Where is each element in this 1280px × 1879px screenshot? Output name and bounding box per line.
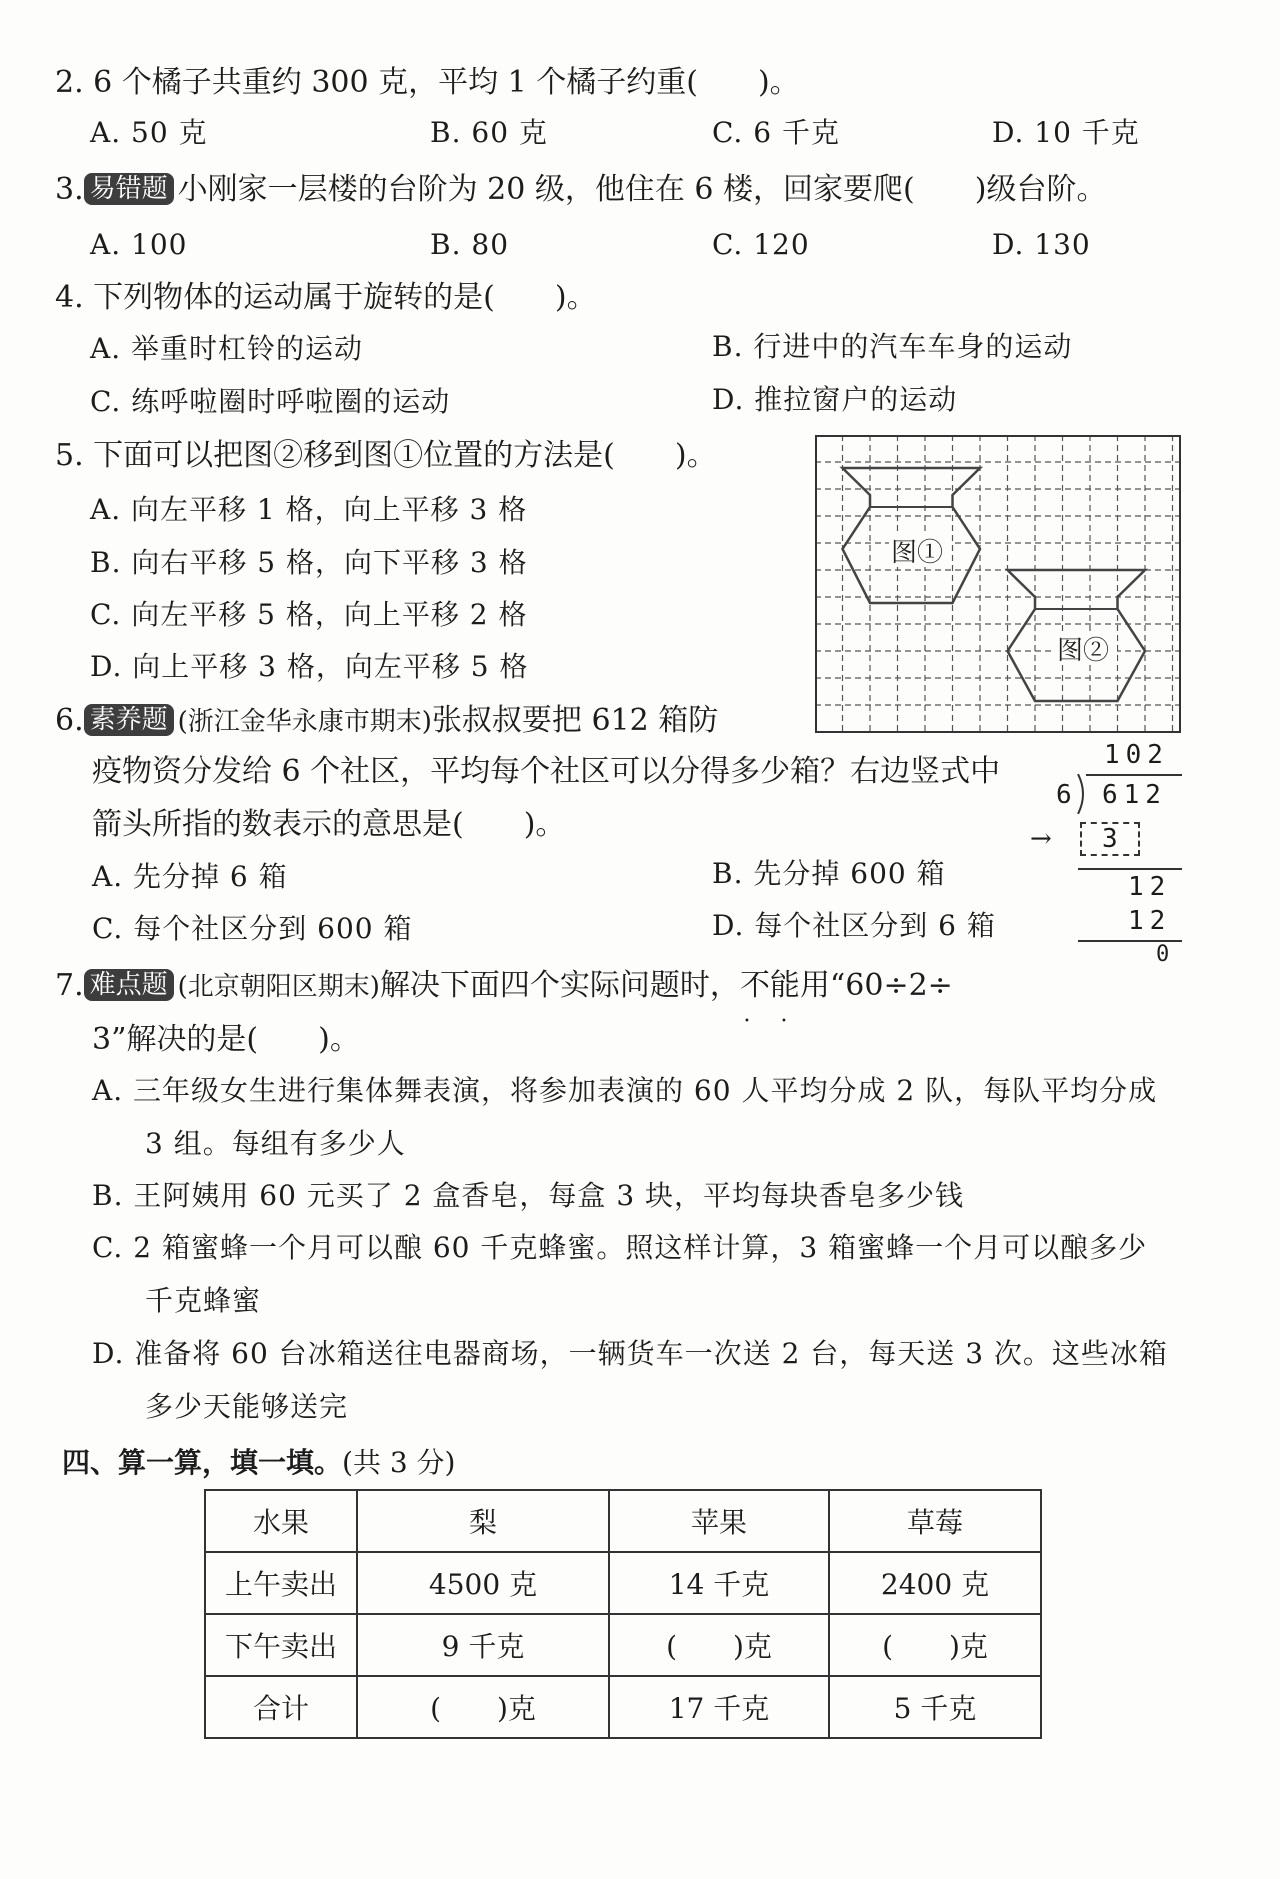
q4-option-c: C. 练呼啦圈时呼啦圈的运动: [90, 385, 451, 418]
table-cell: ( )克: [829, 1614, 1041, 1676]
table-cell: ( )克: [357, 1676, 609, 1738]
q4-option-d: D. 推拉窗户的运动: [712, 383, 958, 416]
q7-number: 7.: [55, 968, 84, 1003]
q6-stem-line1: [55, 701, 718, 742]
q7-option-b: B. 王阿姨用 60 元买了 2 盒香皂，每盒 3 块，平均每块香皂多少钱: [92, 1179, 965, 1212]
table-cell: 4500 克: [357, 1552, 609, 1614]
q7-option-d-line2: 多少天能够送完: [145, 1390, 349, 1423]
q7-source: (北京朝阳区期末): [177, 972, 380, 1002]
q3-stem: [55, 170, 1106, 210]
table-cell: 苹果: [609, 1490, 829, 1552]
q5-option-a: A. 向左平移 1 格，向上平移 3 格: [90, 493, 528, 526]
q7-option-a-line2: 3 组。每组有多少人: [145, 1127, 406, 1160]
q6-option-a: A. 先分掉 6 箱: [92, 860, 288, 893]
q4-stem: 4. 下列物体的运动属于旋转的是( )。: [55, 280, 597, 315]
table-cell: 水果: [205, 1490, 357, 1552]
table-cell: 2400 克: [829, 1552, 1041, 1614]
q5-option-b: B. 向右平移 5 格，向下平移 3 格: [90, 546, 528, 579]
table-cell: 5 千克: [829, 1676, 1041, 1738]
q2-option-a: A. 50 克: [90, 116, 208, 149]
division-quotient: 102: [1104, 740, 1169, 770]
q3-option-a: A. 100: [90, 228, 188, 261]
table-cell: ( )克: [609, 1614, 829, 1676]
table-row: [205, 1490, 1041, 1552]
table-cell: 下午卖出: [205, 1614, 357, 1676]
q2-option-c: C. 6 千克: [712, 116, 840, 149]
q7-option-c-line2: 千克蜂蜜: [145, 1284, 262, 1317]
division-remainder: 0: [1156, 942, 1176, 967]
q3-number: 3.: [55, 172, 84, 207]
q6-option-b: B. 先分掉 600 箱: [712, 857, 946, 890]
q5-option-d: D. 向上平移 3 格，向左平移 5 格: [90, 650, 529, 683]
q5-option-c: C. 向左平移 5 格，向上平移 2 格: [90, 598, 528, 631]
q7-tag-badge: 难点题: [84, 969, 174, 1001]
q3-option-d: D. 130: [992, 228, 1091, 261]
table-cell: 14 千克: [609, 1552, 829, 1614]
q4-option-a: A. 举重时杠铃的运动: [90, 332, 364, 365]
q7-option-c-line1: C. 2 箱蜜蜂一个月可以酿 60 千克蜂蜜。照这样计算，3 箱蜜蜂一个月可以酿多少: [92, 1231, 1148, 1264]
q2-option-b: B. 60 克: [430, 116, 548, 149]
division-line-1: 12: [1128, 872, 1172, 902]
q7-option-d-line1: D. 准备将 60 台冰箱送往电器商场，一辆货车一次送 2 台，每天送 3 次。这些冰箱: [92, 1337, 1168, 1370]
long-division-figure: [1030, 740, 1180, 970]
q7-emphasis-not: 不能 • •: [740, 968, 800, 1003]
q3-option-c: C. 120: [712, 228, 810, 261]
table-cell: 合计: [205, 1676, 357, 1738]
q3-text: 小刚家一层楼的台阶为 20 级，他住在 6 楼，回家要爬( )级台阶。: [177, 172, 1107, 207]
section-4-title: 四、算一算，填一填。: [62, 1446, 343, 1479]
q3-tag-badge: 易错题: [84, 173, 174, 205]
table-row: [205, 1614, 1041, 1676]
table-cell: 草莓: [829, 1490, 1041, 1552]
table-cell: 梨: [357, 1490, 609, 1552]
table-row: [205, 1676, 1041, 1738]
q6-tag-badge: 素养题: [84, 704, 174, 736]
q6-stem-line3: 箭头所指的数表示的意思是( )。: [92, 807, 566, 842]
division-boxed-digit: 3: [1080, 822, 1140, 856]
q2-option-d: D. 10 千克: [992, 116, 1140, 149]
figure-2-label: 图②: [1057, 636, 1110, 666]
fruit-sales-table: [204, 1489, 1042, 1739]
q7-stem-line2: 3”解决的是( )。: [92, 1022, 360, 1057]
table-cell: 上午卖出: [205, 1552, 357, 1614]
translation-grid-figure: [815, 435, 1181, 733]
q3-option-b: B. 80: [430, 228, 510, 261]
q5-stem: 5. 下面可以把图②移到图①位置的方法是( )。: [55, 438, 717, 473]
figure-1-label: 图①: [891, 538, 944, 568]
q7-text-1a: 解决下面四个实际问题时，: [379, 968, 740, 1003]
q6-stem-line2: 疫物资分发给 6 个社区，平均每个社区可以分得多少箱？右边竖式中: [92, 754, 1001, 789]
grid-lines: [815, 435, 1181, 733]
section-4-heading: [62, 1441, 455, 1481]
table-cell: 17 千克: [609, 1676, 829, 1738]
table-row: [205, 1552, 1041, 1614]
q6-number: 6.: [55, 703, 84, 738]
q7-option-a-line1: A. 三年级女生进行集体舞表演，将参加表演的 60 人平均分成 2 队，每队平均分成: [92, 1074, 1158, 1107]
arrow-icon: →: [1030, 824, 1052, 854]
division-dividend: 612: [1102, 780, 1167, 810]
division-divisor: 6: [1056, 780, 1078, 810]
q4-option-b: B. 行进中的汽车车身的运动: [712, 330, 1073, 363]
q7-text-1c: 用“60÷2÷: [799, 968, 953, 1003]
q6-source: (浙江金华永康市期末): [177, 707, 432, 737]
division-line-2: 12: [1128, 906, 1172, 936]
q6-option-c: C. 每个社区分到 600 箱: [92, 912, 413, 945]
q7-stem-line1: [55, 966, 953, 1007]
q6-option-d: D. 每个社区分到 6 箱: [712, 909, 996, 942]
table-cell: 9 千克: [357, 1614, 609, 1676]
q2-stem: 2. 6 个橘子共重约 300 克，平均 1 个橘子约重( )。: [55, 65, 800, 100]
section-4-score: (共 3 分): [342, 1446, 456, 1479]
q6-text-1: 张叔叔要把 612 箱防: [431, 703, 719, 738]
